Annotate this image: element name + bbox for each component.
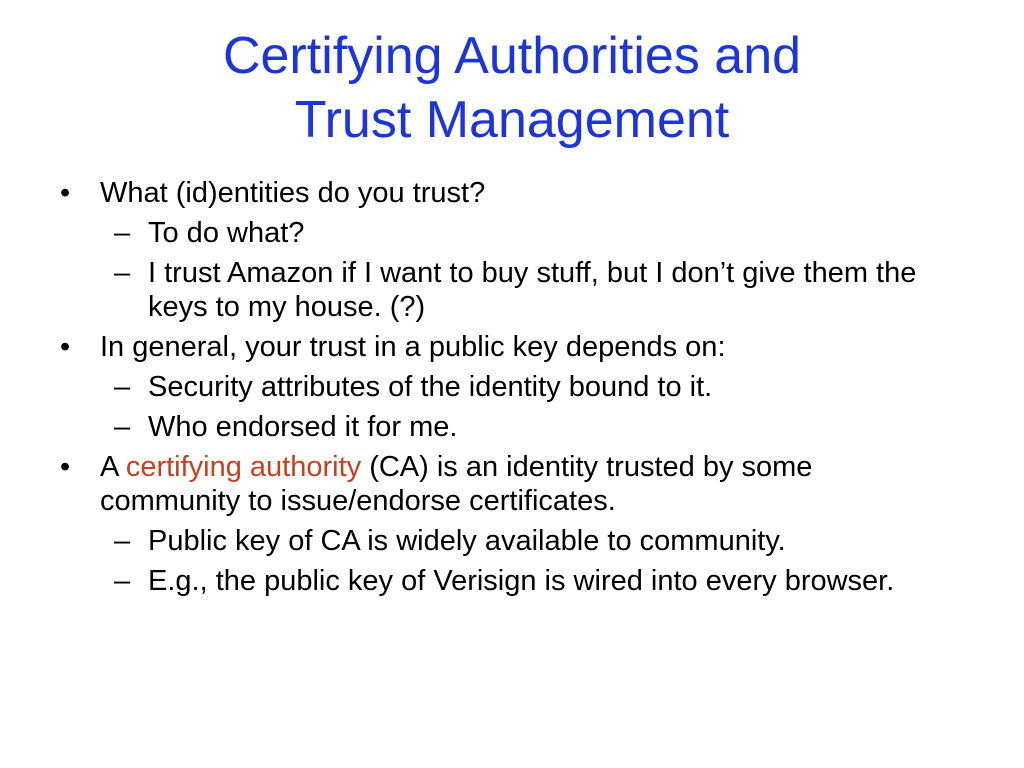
slide-title [40,24,984,152]
sub-bullet-item: – Public key of CA is widely available to community. [100,524,960,558]
sub-bullet-list [100,370,960,444]
sub-bullet-item: – E.g., the public key of Verisign is wired into every browser. [100,564,960,598]
title-line-2: Trust Management [294,91,730,149]
bullet-item [60,450,960,598]
bullet-text: In general, your trust in a public key depends on: [100,331,726,363]
sub-bullet-item: – I trust Amazon if I want to buy stuff, but I don’t give them the keys to my house. (?) [100,256,960,324]
bullet-item [60,330,960,444]
bullet-text-prefix: A [100,451,126,483]
title-line-1: Certifying Authorities and [222,27,802,85]
sub-bullet-list [100,216,960,324]
bullet-text-suffix: (CA) is an identity trusted by some community to issue/endorse certificates. [100,451,813,517]
sub-bullet-item: – Who endorsed it for me. [100,410,960,444]
bullet-text: What (id)entities do you trust? [100,177,486,209]
sub-bullet-list [100,524,960,598]
sub-bullet-item: – To do what? [100,216,960,250]
bullet-item [60,176,960,324]
bullet-list [60,176,960,598]
slide-body [60,176,960,604]
highlight-certifying-authority: certifying authority [125,451,362,483]
sub-bullet-item: – Security attributes of the identity bound to it. [100,370,960,404]
